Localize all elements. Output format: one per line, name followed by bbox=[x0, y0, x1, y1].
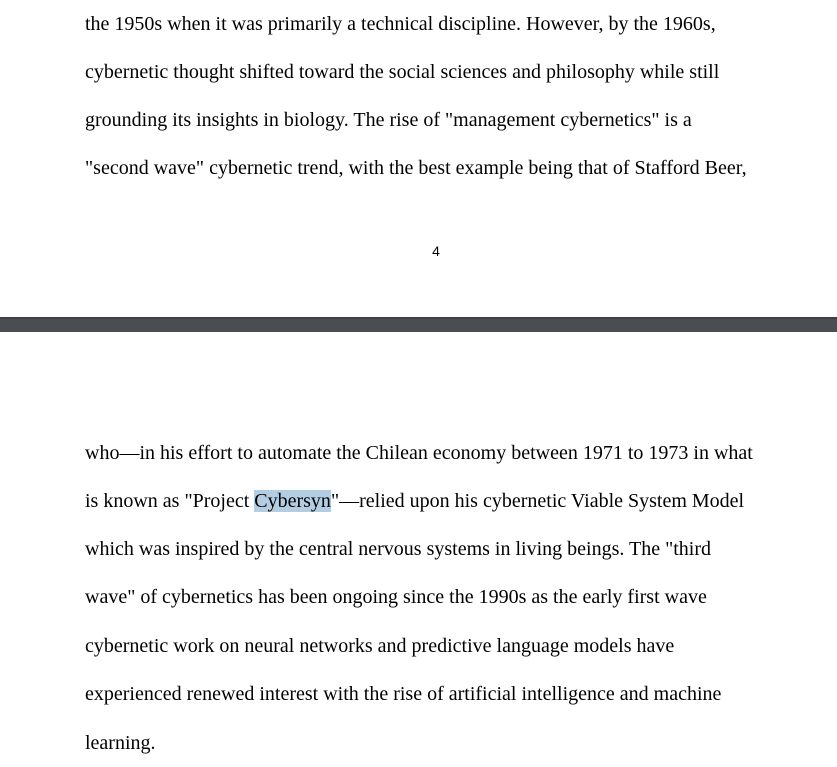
text-line-with-selection bbox=[85, 489, 744, 513]
text-line: grounding its insights in biology. The rise of "management cybernetics" is a bbox=[85, 109, 692, 131]
page-5[interactable] bbox=[0, 332, 837, 767]
page-separator bbox=[0, 317, 837, 332]
page-4[interactable] bbox=[0, 0, 837, 317]
text-line: the 1950s when it was primarily a technical discipline. However, by the 1960s, bbox=[85, 13, 716, 35]
text-line: cybernetic work on neural networks and predictive language models have bbox=[85, 635, 675, 657]
text-line: which was inspired by the central nervous systems in living beings. The "third bbox=[85, 538, 712, 560]
text-line: experienced renewed interest with the rise of artificial intelligence and machine bbox=[85, 683, 722, 705]
text-line: wave" of cybernetics has been ongoing since the 1990s as the early first wave bbox=[85, 586, 707, 608]
text-line: "second wave" cybernetic trend, with the best example being that of Stafford Beer, bbox=[85, 157, 747, 179]
text-segment: "—relied upon his cybernetic Viable System Model bbox=[330, 490, 745, 512]
text-segment: is known as "Project bbox=[85, 490, 255, 512]
page-number: 4 bbox=[432, 243, 440, 259]
selected-text-highlight[interactable]: Cybersyn bbox=[254, 490, 331, 512]
text-line: cybernetic thought shifted toward the social sciences and philosophy while still bbox=[85, 61, 720, 83]
text-line: learning. bbox=[85, 732, 156, 754]
text-line: who—in his effort to automate the Chilean economy between 1971 to 1973 in what bbox=[85, 442, 753, 464]
